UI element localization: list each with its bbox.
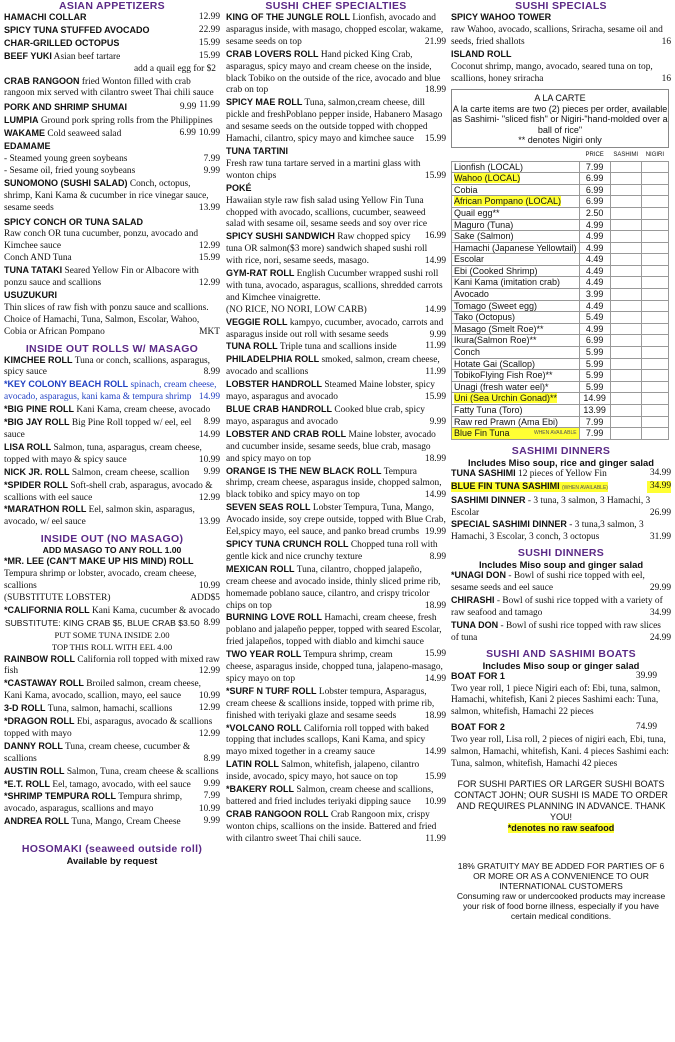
menu-item-lumpia: LUMPIA Ground pork spring rolls from the Philippines 10.99 bbox=[4, 115, 220, 139]
menu-item-castaway: *CASTAWAY ROLL Broiled salmon, cream cheese, Kani Kama, avocado, scallion, mayo, eel sauce 10.99 bbox=[4, 678, 220, 702]
a-la-carte-item-name bbox=[452, 265, 580, 277]
a-la-carte-item-label: Kani Kama (imitation crab) bbox=[454, 277, 561, 288]
a-la-carte-item-name bbox=[452, 323, 580, 335]
a-la-carte-item-price: 6.99 bbox=[579, 184, 610, 196]
a-la-carte-empty-cell bbox=[641, 196, 668, 208]
a-la-carte-item-price: 6.99 bbox=[579, 173, 610, 185]
a-la-carte-item-name bbox=[452, 219, 580, 231]
menu-item-tuna-tataki: TUNA TATAKI Seared Yellow Fin or Albacore with ponzu sauce and scallions 12.99 bbox=[4, 265, 220, 289]
section-sushi-dinners: SUSHI DINNERS bbox=[517, 547, 605, 560]
a-la-carte-item-price: 7.99 bbox=[579, 428, 610, 440]
menu-item-philly: PHILADELPHIA ROLL smoked, salmon, cream cheese, avocado and scallions 11.99 bbox=[226, 354, 446, 378]
a-la-carte-row bbox=[452, 219, 669, 231]
menu-item-chirashi: CHIRASHI - Bowl of sushi rice topped with a variety of raw seafood and tamago 34.99 bbox=[451, 595, 671, 618]
a-la-carte-empty-cell bbox=[641, 347, 668, 359]
a-la-carte-item-label: Hamachi (Japanese Yellowtail) bbox=[454, 242, 577, 253]
a-la-carte-empty-cell bbox=[610, 358, 641, 370]
a-la-carte-empty-cell bbox=[641, 335, 668, 347]
a-la-carte-header: PRICE bbox=[585, 151, 604, 158]
section-sushi-specials: SUSHI SPECIALS bbox=[515, 0, 607, 12]
a-la-carte-empty-cell bbox=[610, 196, 641, 208]
a-la-carte-item-price: 4.99 bbox=[579, 231, 610, 243]
a-la-carte-header: SASHIMI bbox=[613, 151, 639, 158]
menu-item-unagi-don: *UNAGI DON - Bowl of sushi rice topped with eel, sesame seeds and eel sauce 29.99 bbox=[451, 570, 671, 594]
a-la-carte-item-price: 4.49 bbox=[579, 300, 610, 312]
conch-and-tuna: Conch AND Tuna 15.99 bbox=[4, 253, 220, 264]
menu-item-tuna-don: TUNA DON - Bowl of sushi rice topped with raw slices of tuna 24.99 bbox=[451, 619, 671, 643]
a-la-carte-item-label: Cobia bbox=[454, 184, 478, 195]
a-la-carte-row bbox=[452, 405, 669, 417]
menu-item-bakery: *BAKERY ROLL Salmon, cream cheese and scallions, battered and fried includes teriyaki dipping sauce 10.99 bbox=[226, 784, 446, 807]
menu-item-et: *E.T. ROLL Eel, tamago, avocado, with eel sauce 7.99 bbox=[4, 778, 220, 802]
a-la-carte-item-label: Blue Fin Tuna bbox=[454, 428, 510, 439]
california-tuna: PUT SOME TUNA INSIDE 2.00 bbox=[54, 629, 170, 640]
no-raw-note: *denotes no raw seafood bbox=[507, 822, 615, 833]
menu-item-conch-salad: SPICY CONCH OR TUNA SALAD Raw conch OR tuna cucumber, ponzu, avocado and Kimchee sauce 12.99 bbox=[4, 216, 220, 252]
a-la-carte-empty-cell bbox=[641, 370, 668, 382]
a-la-carte-item-name bbox=[452, 428, 580, 440]
section-inside-out-masago: INSIDE OUT ROLLS W/ MASAGO bbox=[25, 342, 199, 355]
a-la-carte-empty-cell bbox=[641, 323, 668, 335]
a-la-carte-empty-cell bbox=[610, 393, 641, 405]
menu-item-3d: 3-D ROLL Tuna, salmon, hamachi, scallions 12.99 bbox=[4, 703, 220, 715]
a-la-carte-empty-cell bbox=[641, 312, 668, 324]
a-la-carte-empty-cell bbox=[610, 370, 641, 382]
a-la-carte-row bbox=[452, 381, 669, 393]
a-la-carte-empty-cell bbox=[641, 184, 668, 196]
menu-item-shrimp-tempura: *SHRIMP TEMPURA ROLL Tempura shrimp, avocado, asparagus, scallions and mayo 10.99 bbox=[4, 791, 220, 815]
menu-item-nick-jr: NICK JR. ROLL Salmon, cream cheese, scallion 9.99 bbox=[4, 466, 220, 478]
a-la-carte-item-price: 4.49 bbox=[579, 254, 610, 266]
a-la-carte-item-name bbox=[452, 370, 580, 382]
sushi-dinners-includes: Includes Miso soup and ginger salad bbox=[478, 559, 644, 571]
a-la-carte-item-name bbox=[452, 254, 580, 266]
a-la-carte-empty-cell bbox=[610, 184, 641, 196]
menu-item-burning-love: BURNING LOVE ROLL Hamachi, cream cheese, fresh poblano and jalapeño pepper, topped with seared Escolar, fried jalapeños, topped with diablo and kimchi sauce 15.99 bbox=[226, 612, 446, 660]
a-la-carte-row bbox=[452, 207, 669, 219]
gratuity-note: 18% GRATUITY MAY BE ADDED FOR PARTIES OF 6 OR MORE OR AS A CONVENIENCE TO OUR INTERNATIONAL CUSTOMERS bbox=[457, 860, 665, 891]
a-la-carte-row bbox=[452, 231, 669, 243]
a-la-carte-note: ** denotes Nigiri only bbox=[518, 135, 602, 146]
menu-item-lobster-hand: LOBSTER HANDROLL Steamed Maine lobster, spicy mayo, asparagus and avocado 15.99 bbox=[226, 379, 446, 403]
a-la-carte-item-label: Ebi (Cooked Shrimp) bbox=[454, 265, 538, 276]
menu-item-spicy-tuna-avocado: SPICY TUNA STUFFED AVOCADO 22.99 bbox=[4, 24, 220, 35]
a-la-carte-item-price: 6.99 bbox=[579, 196, 610, 208]
menu-item-surf-turf: *SURF N TURF ROLL Lobster tempura, Asparagus, cream cheese & scallions inside, topped with prime rib, finished with teriyaki glaze and sesame seeds 18.99 bbox=[226, 685, 446, 721]
a-la-carte-item-name bbox=[452, 207, 580, 219]
a-la-carte-row bbox=[452, 289, 669, 301]
a-la-carte-row bbox=[452, 370, 669, 382]
a-la-carte-row bbox=[452, 347, 669, 359]
menu-item-king-jungle: KING OF THE JUNGLE ROLL Lionfish, avocado and asparagus inside, with masago, chopped escolar, wakame, sesame seeds on top 21.99 bbox=[226, 12, 446, 47]
a-la-carte-item-label: Ikura(Salmon Roe)** bbox=[454, 335, 537, 346]
a-la-carte-item-name bbox=[452, 300, 580, 312]
a-la-carte-row bbox=[452, 416, 669, 428]
a-la-carte-empty-cell bbox=[641, 242, 668, 254]
a-la-carte-row bbox=[452, 277, 669, 289]
a-la-carte-item-price: 7.99 bbox=[579, 416, 610, 428]
section-sushi-chef-specialties: SUSHI CHEF SPECIALTIES bbox=[265, 0, 407, 12]
a-la-carte-box bbox=[451, 89, 669, 148]
a-la-carte-empty-cell bbox=[641, 358, 668, 370]
a-la-carte-empty-cell bbox=[610, 231, 641, 243]
a-la-carte-empty-cell bbox=[610, 323, 641, 335]
consumer-advisory: Consuming raw or undercooked products may increase your risk of food borne illness, especially if you have certain medical conditions. bbox=[456, 890, 666, 921]
a-la-carte-item-price: 5.99 bbox=[579, 370, 610, 382]
menu-item-spider: *SPIDER ROLL Soft-shell crab, asparagus, avocado & scallions with eel sauce 12.99 bbox=[4, 479, 220, 503]
a-la-carte-item-name bbox=[452, 242, 580, 254]
a-la-carte-item-name bbox=[452, 358, 580, 370]
menu-item-tuna-sashimi: TUNA SASHIMI 12 pieces of Yellow Fin 34.99 bbox=[451, 467, 671, 479]
menu-item-shumai: PORK AND SHRIMP SHUMAI 9.99 bbox=[4, 102, 197, 113]
a-la-carte-item-label: African Pompano (LOCAL) bbox=[454, 196, 562, 207]
a-la-carte-row bbox=[452, 196, 669, 208]
a-la-carte-table bbox=[451, 150, 669, 440]
a-la-carte-empty-cell bbox=[610, 416, 641, 428]
menu-item-gym-rat: GYM-RAT ROLL English Cucumber wrapped sushi roll with tuna, avocado, asparagus, scallions, shredded carrots and Kimchee vinaigrette. (NO RICE, NO NORI, LOW CARB) 14.99 bbox=[226, 268, 446, 315]
boat-1-description: Two year roll, 1 piece Nigiri each of: Ebi, tuna, salmon, Hamachi, whitefish, Kani 2 pieces Sashimi each: Tuna, salmon, whitefish, Hamachi 22 pieces bbox=[451, 683, 661, 718]
a-la-carte-empty-cell bbox=[641, 231, 668, 243]
menu-item-orange-black: ORANGE IS THE NEW BLACK ROLL Tempura shrimp, cream cheese, asparagus inside, chopped salmon, black tobiko and spicy mayo on top 14.99 bbox=[226, 465, 446, 501]
section-asian-appetizers: ASIAN APPETIZERS bbox=[59, 0, 165, 12]
a-la-carte-header: NIGIRI bbox=[645, 151, 665, 158]
a-la-carte-empty-cell bbox=[641, 416, 668, 428]
menu-item-hamachi-collar: HAMACHI COLLAR 12.99 bbox=[4, 12, 220, 22]
menu-item-crab-lovers: CRAB LOVERS ROLL Hand picked King Crab, asparagus, spicy mayo and cream cheese on the inside, black Tobiko on the outside of the rice, avocado and blue crab on top 18.99 bbox=[226, 48, 446, 96]
menu-item-tuna-roll: TUNA ROLL Triple tuna and scallions inside 11.99 bbox=[226, 341, 446, 353]
a-la-carte-item-label: Tomago (Sweet egg) bbox=[454, 300, 538, 311]
a-la-carte-empty-cell bbox=[641, 265, 668, 277]
a-la-carte-item-label: Wahoo (LOCAL) bbox=[454, 173, 521, 184]
a-la-carte-item-name bbox=[452, 161, 580, 173]
a-la-carte-item-price: 7.99 bbox=[579, 161, 610, 173]
a-la-carte-item-label: Escolar bbox=[454, 254, 485, 265]
menu-item-lobster-crab: LOBSTER AND CRAB ROLL Maine lobster, avocado and cucumber inside, sesame seeds, blue crab, masago and spicy mayo on top 18.99 bbox=[226, 428, 446, 464]
a-la-carte-item-name bbox=[452, 393, 580, 405]
column-middle bbox=[226, 0, 446, 846]
a-la-carte-item-label: Avocado bbox=[454, 289, 489, 300]
a-la-carte-item-price: 5.49 bbox=[579, 312, 610, 324]
a-la-carte-item-price: 13.99 bbox=[579, 405, 610, 417]
a-la-carte-item-label: Tako (Octopus) bbox=[454, 312, 516, 323]
edamame-sesame: - Sesame oil, fried young soybeans 9.99 bbox=[4, 165, 220, 176]
edamame-steamed: - Steamed young green soybeans 7.99 bbox=[4, 153, 220, 164]
a-la-carte-item-price: 14.99 bbox=[579, 393, 610, 405]
menu-item-key-colony: *KEY COLONY BEACH ROLL spinach, cream cheese, avocado, asparagus, kani kama & tempura shrimp 14.99 bbox=[4, 379, 220, 403]
a-la-carte-row bbox=[452, 300, 669, 312]
a-la-carte-empty-cell bbox=[641, 173, 668, 185]
menu-item-california: *CALIFORNIA ROLL Kani Kama, cucumber & avocado 8.99 bbox=[4, 604, 220, 628]
section-hosomaki: HOSOMAKI (seaweed outside roll) bbox=[21, 843, 203, 856]
sashimi-dinners-includes: Includes Miso soup, rice and ginger salad bbox=[468, 456, 654, 468]
a-la-carte-row bbox=[452, 323, 669, 335]
a-la-carte-empty-cell bbox=[610, 347, 641, 359]
menu-item-spicy-crunch: SPICY TUNA CRUNCH ROLL Chopped tuna roll with gentle kick and nice crunchy texture 8.99 bbox=[226, 538, 446, 562]
menu-item-island-roll: ISLAND ROLL Coconut shrimp, mango, avocado, seared tuna on top, scallions, honey sriracha 16 bbox=[451, 48, 671, 84]
a-la-carte-item-price: 6.99 bbox=[579, 335, 610, 347]
california-substitute: SUBSTITUTE: KING CRAB $5, BLUE CRAB $3.50 bbox=[4, 617, 200, 628]
section-sushi-sashimi-boats: SUSHI AND SASHIMI BOATS bbox=[486, 647, 636, 660]
a-la-carte-empty-cell bbox=[641, 161, 668, 173]
a-la-carte-item-name bbox=[452, 184, 580, 196]
menu-item-sashimi-dinner: SASHIMI DINNER - 3 tuna, 3 salmon, 3 Hamachi, 3 Escolar 26.99 bbox=[451, 494, 671, 518]
menu-item-danny: DANNY ROLL Tuna, cream cheese, cucumber & scallions 8.99 bbox=[4, 740, 220, 764]
a-la-carte-item-name bbox=[452, 277, 580, 289]
a-la-carte-item-name bbox=[452, 381, 580, 393]
a-la-carte-item-name bbox=[452, 196, 580, 208]
a-la-carte-item-price: 3.99 bbox=[579, 289, 610, 301]
menu-item-spicy-mae: SPICY MAE ROLL Tuna, salmon,cream cheese, dill pickle and freshPoblano pepper inside, Habanero Masago and sesame seeds on the outside topped with chopped Hamachi, cilantro, spicy mayo and kimchee sauce 15.99 bbox=[226, 97, 446, 145]
a-la-carte-empty-cell bbox=[641, 219, 668, 231]
a-la-carte-row bbox=[452, 161, 669, 173]
a-la-carte-item-price: 4.99 bbox=[579, 219, 610, 231]
menu-item-mr-lee: *MR. LEE (CAN'T MAKE UP HIS MIND) ROLL Tempura shrimp or lobster, avocado, cream cheese, scallions 10.99 bbox=[4, 556, 220, 592]
menu-item-boat-2: BOAT FOR 2 74.99 bbox=[451, 722, 657, 733]
menu-item-austin: AUSTIN ROLL Salmon, Tuna, cream cheese & scallions 9.99 bbox=[4, 765, 220, 789]
a-la-carte-item-name bbox=[452, 231, 580, 243]
a-la-carte-row bbox=[452, 265, 669, 277]
a-la-carte-description: A la carte items are two (2) pieces per order, available as Sashimi- "sliced fish" or Nigiri-"hand-molded over a ball of rice" bbox=[452, 103, 668, 135]
a-la-carte-empty-cell bbox=[610, 173, 641, 185]
a-la-carte-empty-cell bbox=[610, 335, 641, 347]
hosomaki-availability: Available by request bbox=[66, 855, 158, 867]
a-la-carte-row bbox=[452, 312, 669, 324]
boat-2-description: Two year roll, Lisa roll, 2 pieces of nigiri each, Ebi, tuna, salmon, Hamachi, whitefish, Kani. 4 pieces Sashimi each: Tuna, salmon, whitefish, Hamachi 42 pieces bbox=[451, 735, 669, 769]
menu-item-poke: POKÉ Hawaiian style raw fish salad using Yellow Fin Tuna chopped with avocado, scallions, cucumber, seaweed salad with sesame oil, sesame seeds and soy over rice 16.99 bbox=[226, 182, 446, 242]
a-la-carte-item-name bbox=[452, 416, 580, 428]
a-la-carte-empty-cell bbox=[610, 312, 641, 324]
menu-item-special-sashimi: SPECIAL SASHIMI DINNER - 3 tuna,3 salmon, 3 Hamachi, 3 Escolar, 3 conch, 3 octopus 31.99 bbox=[451, 519, 671, 543]
a-la-carte-title: A LA CARTE bbox=[534, 93, 586, 104]
a-la-carte-empty-cell bbox=[641, 207, 668, 219]
menu-item-big-jay: *BIG JAY ROLL Big Pine Roll topped w/ eel, eel sauce 14.99 bbox=[4, 417, 220, 440]
column-right bbox=[451, 0, 671, 921]
a-la-carte-empty-cell bbox=[610, 405, 641, 417]
a-la-carte-empty-cell bbox=[610, 428, 641, 440]
a-la-carte-empty-cell bbox=[610, 242, 641, 254]
a-la-carte-empty-cell bbox=[641, 289, 668, 301]
a-la-carte-item-price: 4.49 bbox=[579, 265, 610, 277]
a-la-carte-row bbox=[452, 242, 669, 254]
a-la-carte-empty-cell bbox=[610, 161, 641, 173]
a-la-carte-item-name bbox=[452, 405, 580, 417]
a-la-carte-header-row bbox=[452, 150, 669, 161]
menu-item-rainbow: RAINBOW ROLL California roll topped with mixed raw fish 12.99 bbox=[4, 653, 220, 677]
a-la-carte-item-name bbox=[452, 312, 580, 324]
a-la-carte-row bbox=[452, 428, 669, 440]
a-la-carte-item-label: Masago (Smelt Roe)** bbox=[454, 323, 544, 334]
menu-item-mexican: MEXICAN ROLL Tuna, cilantro, chopped jalapeño, cream cheese and avocado inside, thinly sliced prime rib, homemade poblano sauce, cilantro, and crispy tricolor chips on top 18.99 bbox=[226, 563, 446, 611]
sushi-parties-note: FOR SUSHI PARTIES OR LARGER SUSHI BOATS CONTACT JOHN; OUR SUSHI IS MADE TO ORDER AND REQUIRES PLANNING IN ADVANCE. THANK YOU! bbox=[454, 778, 668, 822]
a-la-carte-item-label: Lionfish (LOCAL) bbox=[454, 161, 524, 172]
menu-item-wakame: WAKAME Cold seaweed salad 6.99 bbox=[4, 128, 196, 140]
menu-item-seven-seas: SEVEN SEAS ROLL Lobster Tempura, Tuna, Mango, Avocado inside, soy crepe outside, topped with Blue Crab, Eel,spicy mayo, eel sauce, and panko bread crumbs 19.99 bbox=[226, 502, 446, 538]
menu-item-kimchee-roll: KIMCHEE ROLL Tuna or conch, scallions, asparagus, spicy sauce 8.99 bbox=[4, 354, 220, 378]
a-la-carte-empty-cell bbox=[641, 254, 668, 266]
quail-egg-addon: add a quail egg for $2 bbox=[133, 63, 216, 74]
a-la-carte-item-label: Unagi (fresh water eel)* bbox=[454, 381, 549, 392]
a-la-carte-row bbox=[452, 173, 669, 185]
a-la-carte-empty-cell bbox=[610, 219, 641, 231]
a-la-carte-row bbox=[452, 393, 669, 405]
menu-item-char-octopus: CHAR-GRILLED OCTOPUS 15.99 bbox=[4, 37, 220, 48]
substitute-lobster: (SUBSTITUTE LOBSTER) ADD$5 bbox=[4, 592, 220, 603]
a-la-carte-empty-cell bbox=[641, 277, 668, 289]
boats-includes: Includes Miso soup or ginger salad bbox=[482, 659, 640, 671]
a-la-carte-item-price: 5.99 bbox=[579, 347, 610, 359]
menu-item-wahoo-tower: SPICY WAHOO TOWER raw Wahoo, avocado, scallions, Sriracha, sesame oil and seeds, fried shallots 16 bbox=[451, 12, 671, 47]
a-la-carte-empty-cell bbox=[610, 207, 641, 219]
a-la-carte-row bbox=[452, 184, 669, 196]
a-la-carte-item-label: Maguro (Tuna) bbox=[454, 219, 514, 230]
menu-item-boat-1: BOAT FOR 1 39.99 bbox=[451, 670, 657, 681]
menu-item-veggie: VEGGIE ROLL kampyo, cucumber, avocado, carrots and asparagus inside out roll with sesame seeds 9.99 bbox=[226, 316, 446, 340]
menu-item-sunomono: SUNOMONO (SUSHI SALAD) Conch, octopus, shrimp, Kani Kama & cucumber in rice vinegar sauce, sesame seeds 13.99 bbox=[4, 177, 220, 213]
a-la-carte-item-label: Quail egg** bbox=[454, 207, 500, 218]
menu-item-crab-rangoon-roll: CRAB RANGOON ROLL Crab Rangoon mix, crispy wonton chips, scallions on the inside. Battered and fried with cilantro sweet Thai chili sauce. 11.99 bbox=[226, 808, 446, 844]
menu-item-big-pine: *BIG PINE ROLL Kani Kama, cream cheese, avocado 8.99 bbox=[4, 404, 220, 428]
a-la-carte-empty-cell bbox=[641, 381, 668, 393]
menu-item-crab-rangoon: CRAB RANGOON fried Wonton filled with crab rangoon mix served with cilantro sweet Thai chili sauce 11.99 bbox=[4, 75, 220, 111]
a-la-carte-empty-cell bbox=[641, 405, 668, 417]
a-la-carte-row bbox=[452, 335, 669, 347]
a-la-carte-row bbox=[452, 358, 669, 370]
a-la-carte-item-label: Fatty Tuna (Toro) bbox=[454, 405, 523, 415]
a-la-carte-item-price: 5.99 bbox=[579, 358, 610, 370]
menu-item-latin: LATIN ROLL Salmon, whitefish, jalapeno, cilantro inside, avocado, spicy mayo, hot sauce on top 15.99 bbox=[226, 759, 446, 783]
a-la-carte-row bbox=[452, 254, 669, 266]
a-la-carte-empty-cell bbox=[641, 300, 668, 312]
a-la-carte-item-price: 4.99 bbox=[579, 323, 610, 335]
a-la-carte-empty-cell bbox=[641, 393, 668, 405]
a-la-carte-empty-cell bbox=[610, 381, 641, 393]
a-la-carte-empty-cell bbox=[610, 265, 641, 277]
california-eel: TOP THIS ROLL WITH EEL 4.00 bbox=[51, 641, 173, 652]
a-la-carte-item-label: TobikoFlying Fish Roe)** bbox=[454, 370, 553, 381]
a-la-carte-item-price: 2.50 bbox=[579, 207, 610, 219]
menu-item-volcano: *VOLCANO ROLL California roll topped with baked topping that includes scallops, Kani Kama, and spicy mayo mixed together in a creamy sauce 14.99 bbox=[226, 722, 446, 758]
a-la-carte-item-price: 4.49 bbox=[579, 277, 610, 289]
a-la-carte-item-price: 4.99 bbox=[579, 242, 610, 254]
header-blank bbox=[452, 150, 580, 161]
a-la-carte-item-label: Conch bbox=[454, 347, 481, 358]
a-la-carte-item-name bbox=[452, 173, 580, 185]
menu-item-edamame: EDAMAME bbox=[4, 141, 51, 152]
section-sashimi-dinners: SASHIMI DINNERS bbox=[511, 444, 611, 457]
a-la-carte-item-name bbox=[452, 335, 580, 347]
menu-item-two-year: TWO YEAR ROLL Tempura shrimp, cream cheese, asparagus inside, chopped tuna, jalapeno-masago, spicy mayo on top 14.99 bbox=[226, 649, 446, 684]
a-la-carte-empty-cell bbox=[610, 300, 641, 312]
menu-item-blue-crab-hand: BLUE CRAB HANDROLL Cooked blue crab, spicy mayo, asparagus and avocado 9.99 bbox=[226, 404, 446, 427]
a-la-carte-item-price: 5.99 bbox=[579, 381, 610, 393]
a-la-carte-item-name bbox=[452, 347, 580, 359]
menu-item-tuna-tartini: TUNA TARTINI Fresh raw tuna tartare served in a martini glass with wonton chips 15.99 bbox=[226, 145, 446, 181]
a-la-carte-item-label: Raw red Prawn (Ama Ebi) bbox=[454, 416, 559, 427]
menu-item-bluefin-sashimi: BLUE FIN TUNA SASHIMI (WHEN AVAILABLE) 34.99 bbox=[451, 480, 671, 491]
a-la-carte-item-note: WHEN AVAILABLE bbox=[533, 430, 577, 437]
menu-item-lisa: LISA ROLL Salmon, tuna, asparagus, cream cheese, topped with mayo & spicy sauce 10.99 bbox=[4, 441, 220, 465]
section-inside-out-no-masago: INSIDE OUT (NO MASAGO) bbox=[40, 533, 184, 546]
a-la-carte-empty-cell bbox=[610, 289, 641, 301]
menu-item-beef-yuki: BEEF YUKI Asian beef tartare 15.99 bbox=[4, 50, 220, 62]
add-masago-note: ADD MASAGO TO ANY ROLL 1.00 bbox=[42, 545, 182, 556]
menu-item-marathon: *MARATHON ROLL Eel, salmon skin, asparagus, avocado, w/ eel sauce 13.99 bbox=[4, 504, 220, 528]
menu-item-dragon: *DRAGON ROLL Ebi, asparagus, avocado & scallions topped with mayo 12.99 bbox=[4, 716, 220, 739]
a-la-carte-item-label: Sake (Salmon) bbox=[454, 231, 514, 242]
menu-item-usuzukuri: USUZUKURI Thin slices of raw fish with ponzu sauce and scallions. Choice of Hamachi, Tuna, Salmon, Escolar, Wahoo, Cobia or African Pompano MKT bbox=[4, 289, 220, 337]
a-la-carte-item-label: Hotate Gai (Scallop) bbox=[454, 358, 536, 369]
a-la-carte-empty-cell bbox=[610, 277, 641, 289]
a-la-carte-item-name bbox=[452, 289, 580, 301]
menu-item-spicy-sandwich: SPICY SUSHI SANDWICH Raw chopped spicy tuna OR salmon($3 more) sandwich shaped sushi roll with rice, nori, sesame seeds, masago. 14.99 bbox=[226, 231, 446, 267]
column-left bbox=[4, 0, 220, 866]
a-la-carte-empty-cell bbox=[641, 428, 668, 440]
a-la-carte-item-label: Uni (Sea Urchin Gonad)** bbox=[454, 393, 558, 404]
menu-item-andrea: ANDREA ROLL Tuna, Mango, Cream Cheese 9.99 bbox=[4, 816, 220, 828]
a-la-carte-empty-cell bbox=[610, 254, 641, 266]
